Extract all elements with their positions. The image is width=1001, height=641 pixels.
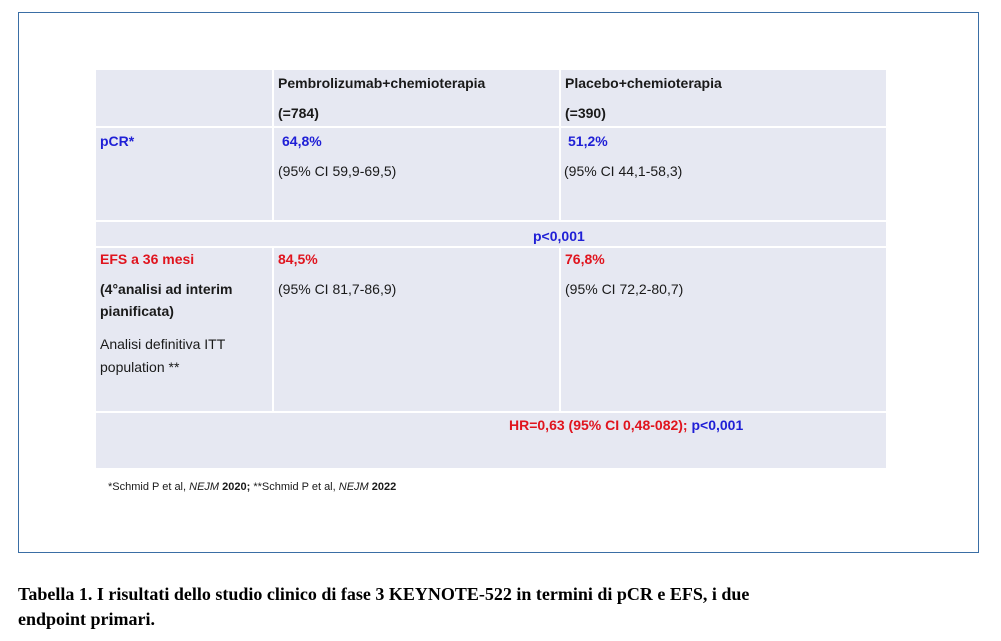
pcr-pembro-ci: (95% CI 59,9-69,5): [278, 163, 397, 179]
row-divider: [96, 246, 886, 248]
header-pembro-name: Pembrolizumab+chemioterapia: [278, 75, 486, 91]
efs-pembro-ci: (95% CI 81,7-86,9): [278, 281, 397, 297]
efs-placebo-value: 76,8%: [565, 251, 605, 267]
column-divider: [559, 246, 561, 411]
pcr-placebo-value: 51,2%: [568, 133, 608, 149]
footnote-ref1-prefix: *Schmid P et al,: [108, 481, 190, 493]
row-divider: [96, 126, 886, 128]
row-divider: [96, 220, 886, 222]
column-divider: [559, 70, 561, 220]
row-divider: [96, 411, 886, 413]
results-table: [96, 70, 886, 468]
header-pembro-n: (=784): [278, 105, 319, 121]
efs-note-2: population **: [100, 359, 180, 375]
efs-label: EFS a 36 mesi: [100, 251, 195, 267]
footnote-ref2-prefix: **Schmid P et al,: [253, 481, 339, 493]
footnote-ref1-year: 2020;: [222, 481, 251, 493]
efs-note-1: Analisi definitiva ITT: [100, 336, 226, 352]
pcr-p-value: p<0,001: [533, 228, 585, 244]
pcr-pembro-value: 64,8%: [282, 133, 322, 149]
efs-hr-text: HR=0,63 (95% CI 0,48-082);: [509, 417, 688, 433]
footnote-ref1-journal: NEJM: [189, 481, 220, 493]
caption-line-2: endpoint primari.: [18, 609, 156, 629]
footnote-ref2-journal: NEJM: [338, 481, 369, 493]
efs-p-value: p<0,001: [691, 417, 744, 433]
column-divider: [272, 246, 274, 411]
table-footnote: [108, 481, 396, 493]
efs-sub-label-2: pianificata): [100, 303, 174, 319]
table-caption: [18, 582, 978, 632]
pcr-label: pCR*: [100, 133, 135, 149]
header-placebo-n: (=390): [565, 105, 606, 121]
efs-sub-label-1: (4°analisi ad interim: [100, 281, 233, 297]
pcr-placebo-ci: (95% CI 44,1-58,3): [564, 163, 683, 179]
efs-hazard-ratio: [509, 416, 743, 434]
footnote-ref2-year: 2022: [371, 481, 397, 493]
efs-pembro-value: 84,5%: [278, 251, 318, 267]
column-divider: [272, 70, 274, 220]
efs-placebo-ci: (95% CI 72,2-80,7): [565, 281, 684, 297]
caption-line-1: Tabella 1. I risultati dello studio clinico di fase 3 KEYNOTE-522 in termini di pCR e EFS, i due: [18, 584, 750, 604]
header-placebo-name: Placebo+chemioterapia: [565, 75, 722, 91]
